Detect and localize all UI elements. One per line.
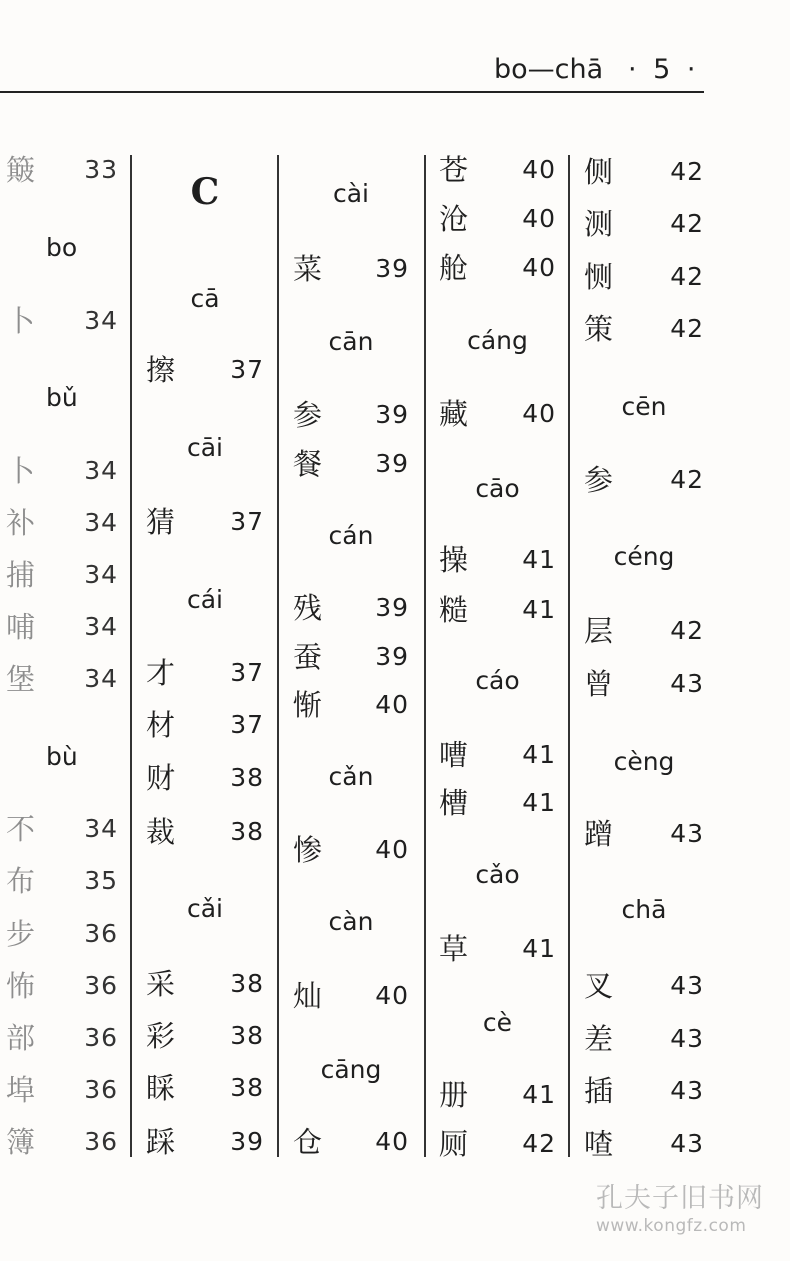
entry-character: 参 [293, 398, 323, 432]
entry-character: 采 [146, 967, 176, 1001]
entry-character: 餐 [293, 447, 323, 481]
entry-character: 惨 [293, 833, 323, 867]
index-entry [6, 1070, 118, 1110]
entry-page-number: 43 [670, 1076, 704, 1105]
entry-character: 布 [6, 864, 36, 898]
entry-page-number: 34 [84, 560, 118, 589]
entry-character: 草 [439, 932, 469, 966]
index-entry [146, 502, 264, 542]
entry-character: 嘈 [439, 738, 469, 772]
entry-page-number: 43 [670, 669, 704, 698]
index-entry [439, 248, 556, 288]
index-entry [6, 809, 118, 849]
index-entry [6, 861, 118, 901]
entry-character: 睬 [146, 1071, 176, 1105]
entry-page-number: 39 [230, 1127, 264, 1156]
index-entry [439, 394, 556, 434]
index-entry [584, 966, 704, 1006]
entry-character: 惭 [293, 688, 323, 722]
pinyin-heading: càn [328, 907, 374, 936]
entry-page-number: 43 [670, 1129, 704, 1158]
index-entry [6, 607, 118, 647]
pinyin-heading: cāng [320, 1055, 382, 1084]
pinyin-heading: céng [613, 542, 675, 571]
entry-page-number: 40 [522, 155, 556, 184]
index-entry [584, 204, 704, 244]
entry-character: 蹭 [584, 817, 614, 851]
entry-page-number: 43 [670, 971, 704, 1000]
entry-page-number: 35 [84, 866, 118, 895]
index-entry [6, 914, 118, 954]
index-entry [584, 611, 704, 651]
entry-character: 差 [584, 1022, 614, 1056]
entry-character: 苍 [439, 153, 469, 187]
entry-character: 卜 [6, 304, 36, 338]
entry-page-number: 38 [230, 969, 264, 998]
index-entry [293, 830, 409, 870]
index-entry [293, 588, 409, 628]
entry-page-number: 40 [522, 204, 556, 233]
entry-character: 残 [293, 591, 323, 625]
entry-page-number: 34 [84, 508, 118, 537]
entry-character: 槽 [439, 786, 469, 820]
pinyin-heading: bo [46, 233, 78, 262]
header-pinyin-range: bo—chā [494, 54, 604, 85]
entry-page-number: 37 [230, 710, 264, 739]
entry-character: 厕 [439, 1127, 469, 1161]
index-entry [146, 705, 264, 745]
index-column-4 [439, 140, 556, 1160]
index-entry [146, 1016, 264, 1056]
entry-page-number: 38 [230, 1073, 264, 1102]
index-entry [6, 555, 118, 595]
entry-page-number: 39 [375, 254, 409, 283]
index-entry [584, 1071, 704, 1111]
entry-page-number: 42 [670, 465, 704, 494]
entry-page-number: 34 [84, 814, 118, 843]
index-entry [439, 929, 556, 969]
entry-page-number: 40 [522, 399, 556, 428]
entry-page-number: 39 [375, 400, 409, 429]
entry-character: 猜 [146, 505, 176, 539]
entry-page-number: 36 [84, 1075, 118, 1104]
index-entry [584, 152, 704, 192]
index-entry [584, 1124, 704, 1164]
pinyin-heading: cǎo [475, 860, 520, 889]
pinyin-heading: cān [328, 327, 374, 356]
entry-page-number: 34 [84, 456, 118, 485]
entry-character: 踩 [146, 1125, 176, 1159]
entry-page-number: 42 [670, 157, 704, 186]
index-entry [439, 150, 556, 190]
index-entry [584, 814, 704, 854]
entry-character: 册 [439, 1078, 469, 1112]
index-entry [439, 1124, 556, 1164]
entry-character: 侧 [584, 155, 614, 189]
index-entry [293, 1122, 409, 1162]
index-column-1 [6, 140, 118, 1160]
entry-page-number: 34 [84, 664, 118, 693]
entry-character: 舱 [439, 251, 469, 285]
entry-page-number: 39 [375, 642, 409, 671]
entry-page-number: 34 [84, 612, 118, 641]
entry-page-number: 38 [230, 817, 264, 846]
pinyin-heading: cāi [186, 433, 223, 462]
index-entry [6, 966, 118, 1006]
entry-character: 参 [584, 463, 614, 497]
index-entry [584, 460, 704, 500]
index-entry [439, 590, 556, 630]
entry-page-number: 42 [522, 1129, 556, 1158]
index-entry [584, 257, 704, 297]
pinyin-heading: bù [46, 742, 78, 771]
entry-page-number: 41 [522, 788, 556, 817]
entry-character: 仓 [293, 1125, 323, 1159]
pinyin-heading: cài [332, 179, 369, 208]
entry-character: 擦 [146, 353, 176, 387]
entry-character: 埠 [6, 1073, 36, 1107]
entry-character: 才 [146, 656, 176, 690]
entry-page-number: 41 [522, 545, 556, 574]
pinyin-heading: cán [328, 521, 374, 550]
entry-page-number: 41 [522, 595, 556, 624]
entry-page-number: 41 [522, 1080, 556, 1109]
entry-page-number: 39 [375, 449, 409, 478]
entry-page-number: 37 [230, 658, 264, 687]
index-entry [146, 1122, 264, 1162]
entry-page-number: 40 [375, 981, 409, 1010]
entry-page-number: 42 [670, 616, 704, 645]
entry-page-number: 39 [375, 593, 409, 622]
index-entry [6, 659, 118, 699]
index-entry [439, 735, 556, 775]
entry-character: 糙 [439, 593, 469, 627]
watermark [596, 1183, 776, 1237]
pinyin-heading: cái [186, 585, 223, 614]
entry-character: 沧 [439, 202, 469, 236]
watermark-name: 孔夫子旧书网 [596, 1183, 764, 1214]
entry-character: 插 [584, 1074, 614, 1108]
entry-character: 堡 [6, 662, 36, 696]
index-column-3 [293, 140, 409, 1160]
index-column-5 [584, 140, 704, 1160]
pinyin-heading: cǎn [328, 762, 374, 791]
entry-character: 操 [439, 543, 469, 577]
entry-character: 裁 [146, 815, 176, 849]
entry-character: 菜 [293, 252, 323, 286]
index-entry [293, 976, 409, 1016]
pinyin-heading: cā [190, 284, 220, 313]
index-entry [439, 199, 556, 239]
entry-character: 怖 [6, 969, 36, 1003]
pinyin-heading: chā [621, 895, 667, 924]
entry-character: 材 [146, 708, 176, 742]
entry-character: 曾 [584, 667, 614, 701]
entry-page-number: 41 [522, 934, 556, 963]
entry-page-number: 36 [84, 1127, 118, 1156]
entry-character: 蚕 [293, 640, 323, 674]
entry-character: 簿 [6, 1125, 36, 1159]
column-divider [277, 155, 279, 1157]
entry-character: 财 [146, 761, 176, 795]
entry-character: 恻 [584, 260, 614, 294]
entry-page-number: 36 [84, 919, 118, 948]
index-entry [146, 1068, 264, 1108]
header-rule [0, 91, 704, 93]
index-entry [584, 309, 704, 349]
entry-character: 步 [6, 917, 36, 951]
index-entry [293, 249, 409, 289]
index-entry [6, 150, 118, 190]
column-divider [130, 155, 132, 1157]
entry-character: 叉 [584, 969, 614, 1003]
entry-page-number: 41 [522, 740, 556, 769]
entry-page-number: 42 [670, 209, 704, 238]
index-entry [6, 1122, 118, 1162]
entry-page-number: 42 [670, 262, 704, 291]
pinyin-heading: cèng [613, 747, 675, 776]
index-entry [293, 637, 409, 677]
entry-page-number: 42 [670, 314, 704, 343]
entry-page-number: 38 [230, 763, 264, 792]
header-page-number: · 5 · [628, 54, 700, 85]
entry-character: 捕 [6, 558, 36, 592]
entry-character: 哺 [6, 610, 36, 644]
pinyin-heading: cāo [475, 474, 520, 503]
entry-page-number: 43 [670, 1024, 704, 1053]
index-entry [293, 685, 409, 725]
entry-character: 藏 [439, 397, 469, 431]
entry-character: 策 [584, 312, 614, 346]
entry-page-number: 33 [84, 155, 118, 184]
index-entry [293, 444, 409, 484]
entry-page-number: 38 [230, 1021, 264, 1050]
entry-page-number: 40 [375, 1127, 409, 1156]
entry-character: 簸 [6, 153, 36, 187]
index-column-2 [146, 140, 264, 1160]
pinyin-heading: cēn [621, 392, 667, 421]
index-entry [146, 653, 264, 693]
column-divider [424, 155, 426, 1157]
index-entry [6, 1018, 118, 1058]
pinyin-heading: cǎi [186, 894, 223, 923]
entry-page-number: 34 [84, 306, 118, 335]
index-entry [6, 301, 118, 341]
entry-page-number: 37 [230, 507, 264, 536]
index-entry [439, 783, 556, 823]
index-entry [146, 350, 264, 390]
index-entry [439, 540, 556, 580]
entry-page-number: 40 [375, 835, 409, 864]
entry-character: 层 [584, 614, 614, 648]
index-entry [146, 812, 264, 852]
index-entry [293, 395, 409, 435]
entry-page-number: 37 [230, 355, 264, 384]
entry-character: 补 [6, 506, 36, 540]
index-entry [584, 1019, 704, 1059]
pinyin-heading: cè [482, 1008, 513, 1037]
column-divider [568, 155, 570, 1157]
entry-page-number: 40 [522, 253, 556, 282]
page-header [0, 0, 790, 100]
pinyin-heading: cáo [475, 666, 520, 695]
index-entry [6, 451, 118, 491]
watermark-url: www.kongfz.com [596, 1216, 747, 1236]
pinyin-heading: bǔ [46, 383, 78, 412]
entry-page-number: 43 [670, 819, 704, 848]
entry-character: 测 [584, 207, 614, 241]
entry-character: 不 [6, 812, 36, 846]
index-entry [439, 1075, 556, 1115]
index-entry [146, 964, 264, 1004]
pinyin-heading: cáng [467, 326, 528, 355]
entry-page-number: 36 [84, 1023, 118, 1052]
entry-character: 部 [6, 1021, 36, 1055]
entry-character: 灿 [293, 979, 323, 1013]
entry-character: 彩 [146, 1019, 176, 1053]
index-entry [6, 503, 118, 543]
index-entry [584, 664, 704, 704]
entry-page-number: 36 [84, 971, 118, 1000]
section-letter: C [190, 171, 220, 213]
index-entry [146, 758, 264, 798]
entry-character: 喳 [584, 1127, 614, 1161]
entry-page-number: 40 [375, 690, 409, 719]
entry-character: 卜 [6, 454, 36, 488]
